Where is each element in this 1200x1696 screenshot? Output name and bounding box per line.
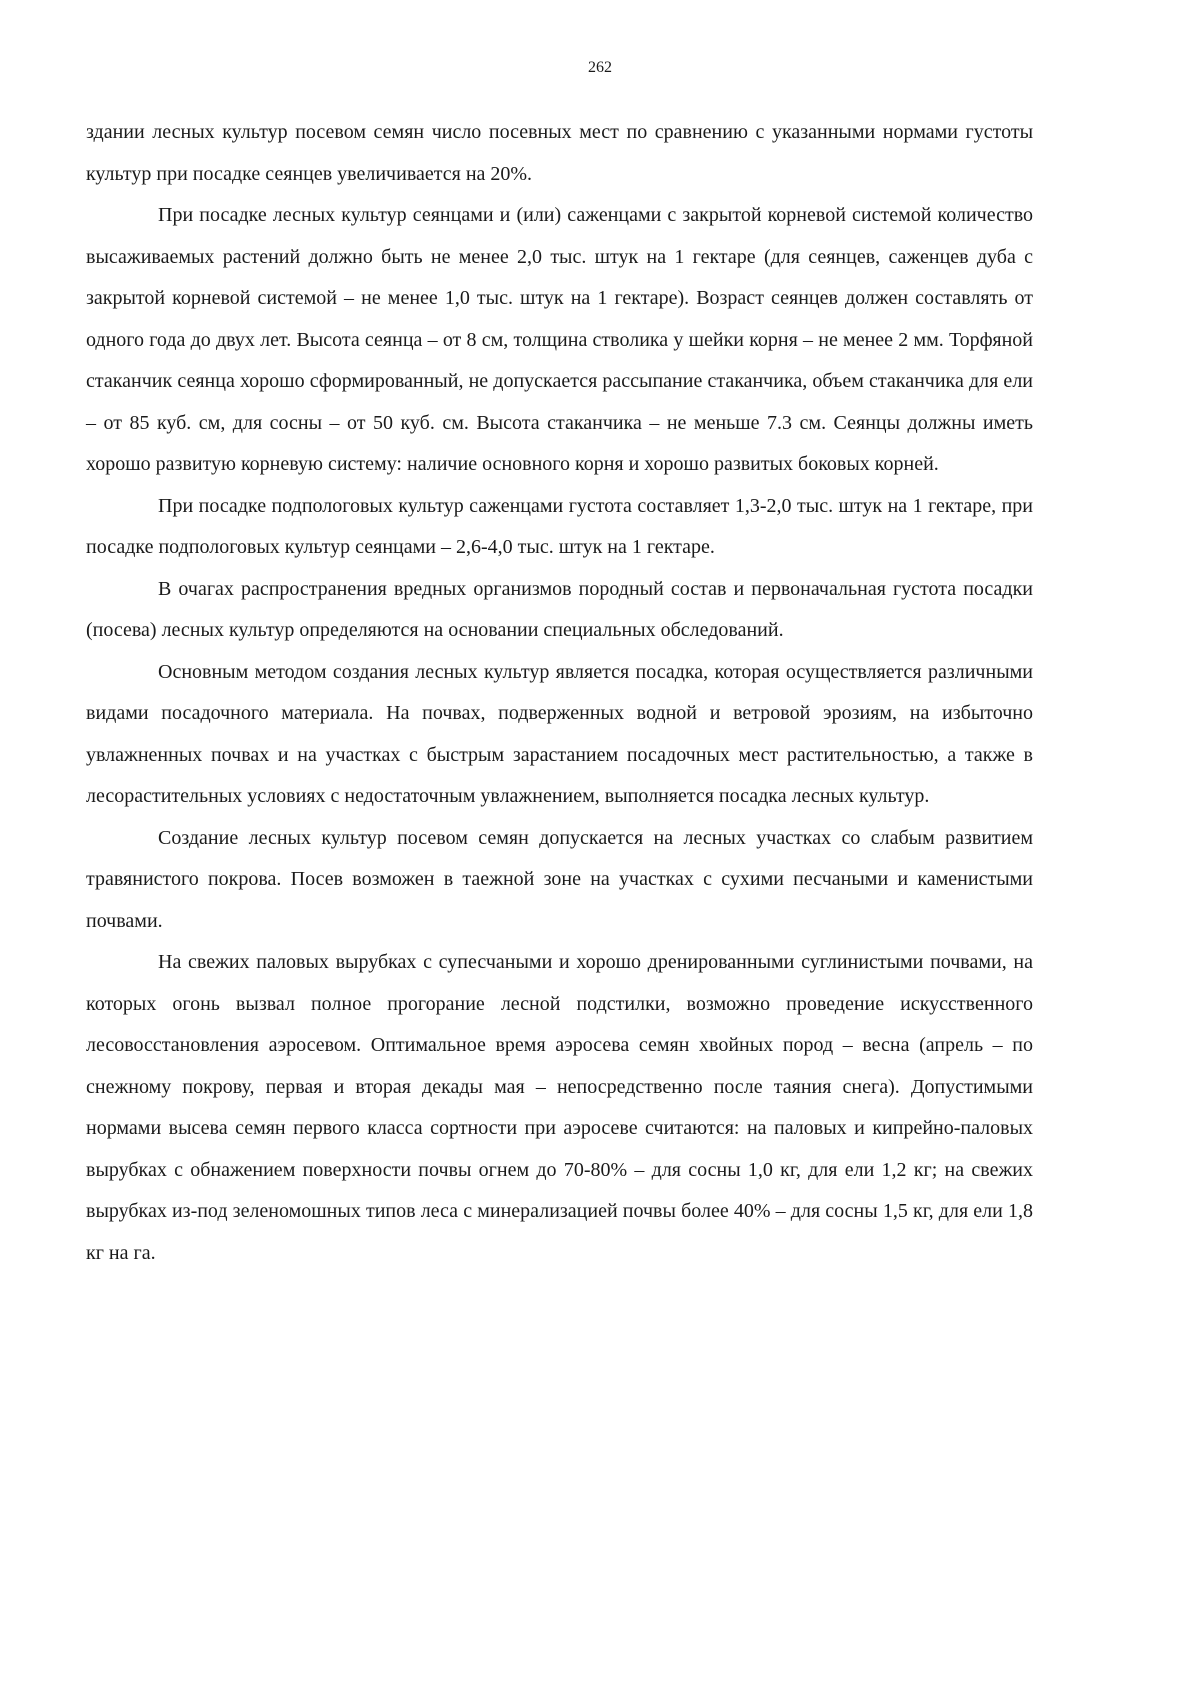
page-number: 262 <box>588 59 612 76</box>
paragraph-1: здании лесных культур посевом семян число посевных мест по сравнению с указанными нормами густоты культур при посадке сеянцев увеличивается на 20%. <box>86 121 1033 185</box>
text-body <box>86 112 1033 1274</box>
paragraph-5: Основным методом создания лесных культур является посадка, которая осуществляется различными видами посадочного материала. На почвах, подверженных водной и ветровой эрозиям, на избыточно увлажненных почвах и на участках с быстрым зарастанием посадочных мест растительностью, а также в лесорастительных условиях с недостаточным увлажнением, выполняется посадка лесных культур. <box>86 660 1033 807</box>
paragraph-2: При посадке лесных культур сеянцами и (или) саженцами с закрытой корневой системой количество высаживаемых растений должно быть не менее 2,0 тыс. штук на 1 гектаре (для сеянцев, саженцев дуба с закрытой корневой системой – не менее 1,0 тыс. штук на 1 гектаре). Возраст сеянцев должен составлять от одного года до двух лет. Высота сеянца – от 8 см, толщина стволика у шейки корня – не менее 2 мм. Торфяной стаканчик сеянца хорошо сформированный, не допускается рассыпание стаканчика, объем стаканчика для ели – от 85 куб. см, для сосны – от 50 куб. см. Высота стаканчика – не меньше 7.3 см. Сеянцы должны иметь хорошо развитую корневую систему: наличие основного корня и хорошо развитых боковых корней. <box>86 204 1033 475</box>
paragraph-6: Создание лесных культур посевом семян допускается на лесных участках со слабым развитием травянистого покрова. Посев возможен в таежной зоне на участках с сухими песчаными и каменистыми почвами. <box>86 826 1033 932</box>
paragraph-3: При посадке подпологовых культур саженцами густота составляет 1,3-2,0 тыс. штук на 1 гектаре, при посадке подпологовых культур сеянцами – 2,6-4,0 тыс. штук на 1 гектаре. <box>86 494 1033 558</box>
paragraph-7: На свежих паловых вырубках с супесчаными и хорошо дренированными суглинистыми почвами, на которых огонь вызвал полное прогорание лесной подстилки, возможно проведение искусственного лесовосстановления аэросевом. Оптимальное время аэросева семян хвойных пород – весна (апрель – по снежному покрову, первая и вторая декады мая – непосредственно после таяния снега). Допустимыми нормами высева семян первого класса сортности при аэросеве считаются: на паловых и кипрейно-паловых вырубках с обнажением поверхности почвы огнем до 70-80% – для сосны 1,0 кг, для ели 1,2 кг; на свежих вырубках из-под зеленомошных типов леса с минерализацией почвы более 40% – для сосны 1,5 кг, для ели 1,8 кг на га. <box>86 951 1033 1264</box>
paragraph-4: В очагах распространения вредных организмов породный состав и первоначальная густота посадки (посева) лесных культур определяются на основании специальных обследований. <box>86 577 1033 641</box>
